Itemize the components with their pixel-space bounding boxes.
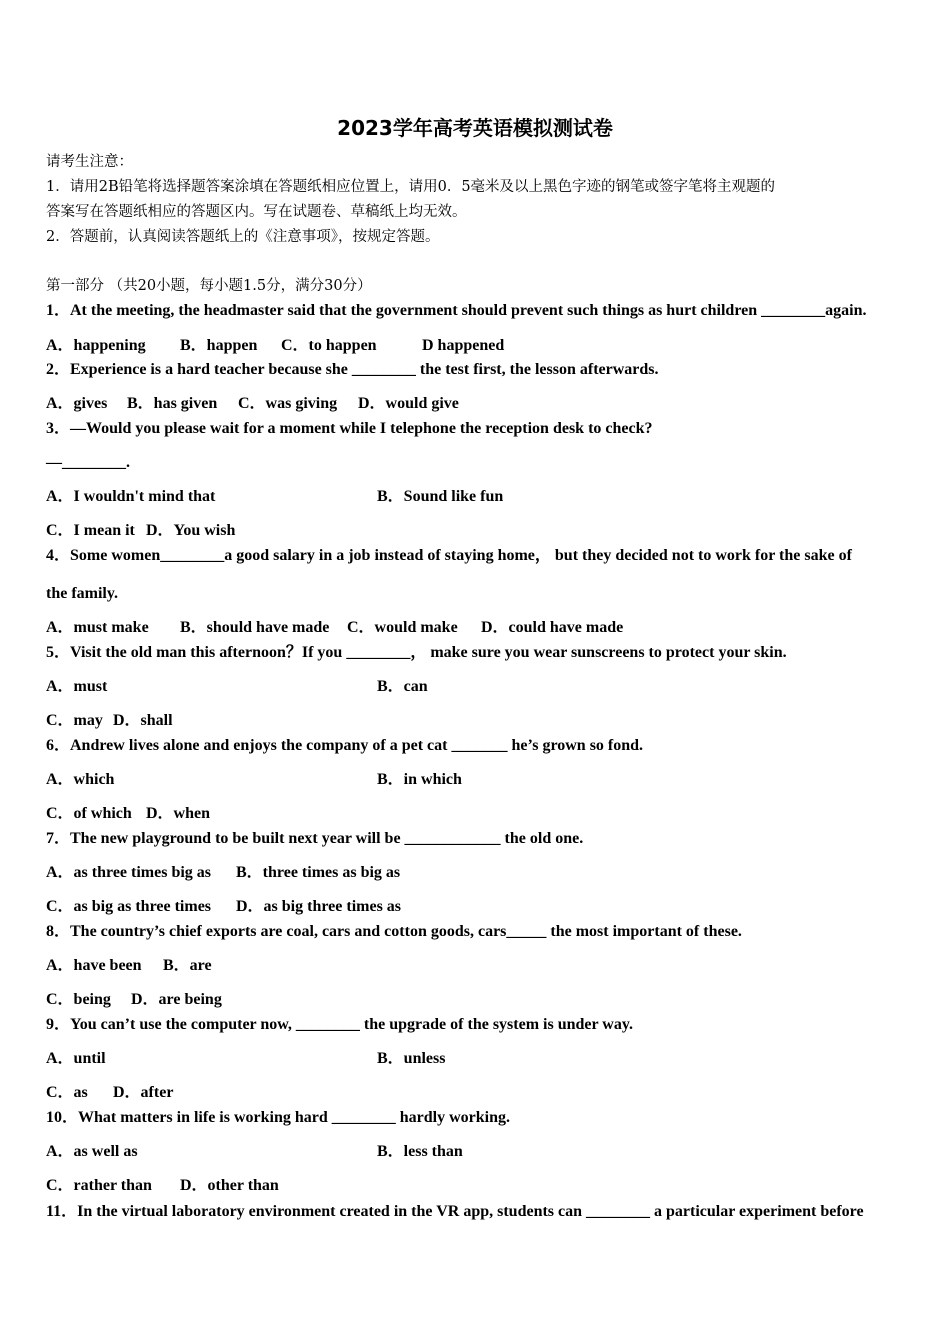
option-c: C．to happen xyxy=(281,337,377,354)
option-b: B．less than xyxy=(377,1143,463,1160)
option-d: D．shall xyxy=(113,712,173,729)
option-c: C．as xyxy=(46,1084,88,1101)
notice-line: 1．请用2B铅笔将选择题答案涂填在答题纸相应位置上，请用0．5毫米及以上黑色字迹的钢笔或签字笔将主观题的 xyxy=(46,179,776,195)
option-d: D．as big three times as xyxy=(236,898,402,915)
option-a: A．gives xyxy=(46,395,108,412)
page-title: 2023学年高考英语模拟测试卷 xyxy=(337,116,613,140)
option-d: D．are being xyxy=(131,991,222,1008)
question-stem: 8．The country’s chief exports are coal, cars and cotton goods, cars_____ the most important of these. xyxy=(46,923,742,940)
option-b: B．happen xyxy=(180,337,258,354)
question-stem: 10．What matters in life is working hard ________ hardly working. xyxy=(46,1109,511,1126)
option-c: C．rather than xyxy=(46,1177,152,1194)
option-a: A．I wouldn't mind that xyxy=(46,488,216,505)
option-c: C．as big as three times xyxy=(46,898,212,915)
option-d: D．when xyxy=(146,805,211,822)
option-a: A．happening xyxy=(46,337,146,354)
option-a: A．have been xyxy=(46,957,142,974)
option-c: C．was giving xyxy=(238,395,338,412)
option-a: A．must make xyxy=(46,619,149,636)
notice-line: 2．答题前，认真阅读答题纸上的《注意事项》，按规定答题。 xyxy=(46,229,440,245)
option-c: C．would make xyxy=(347,619,458,636)
option-b: B．are xyxy=(163,957,212,974)
option-d: D．You wish xyxy=(146,522,236,539)
option-a: A．until xyxy=(46,1050,106,1067)
option-b: B．Sound like fun xyxy=(377,488,504,505)
option-d: D happened xyxy=(422,337,505,354)
question-stem: 11．In the virtual laboratory environment created in the VR app, students can ________ a particular experiment before xyxy=(46,1203,864,1220)
question-stem: 9．You can’t use the computer now, ________ the upgrade of the system is under way. xyxy=(46,1016,633,1033)
option-c: C．of which xyxy=(46,805,132,822)
option-a: A．which xyxy=(46,771,115,788)
option-d: D．other than xyxy=(180,1177,279,1194)
option-d: D．after xyxy=(113,1084,174,1101)
option-a: A．as well as xyxy=(46,1143,138,1160)
option-d: D．would give xyxy=(358,395,459,412)
option-b: B．can xyxy=(377,678,428,695)
option-d: D．could have made xyxy=(481,619,624,636)
notice-line: 答案写在答题纸相应的答题区内。写在试题卷、草稿纸上均无效。 xyxy=(46,204,467,220)
question-stem: 6．Andrew lives alone and enjoys the company of a pet cat _______ he’s grown so fond. xyxy=(46,737,644,754)
question-stem-continued: the family. xyxy=(46,585,118,602)
question-stem-continued: —________. xyxy=(46,454,130,471)
option-c: C．I mean it xyxy=(46,522,135,539)
question-stem: 3．—Would you please wait for a moment while I telephone the reception desk to check? xyxy=(46,420,653,437)
option-b: B．should have made xyxy=(180,619,330,636)
option-b: B．has given xyxy=(127,395,218,412)
question-stem: 4．Some women________a good salary in a job instead of staying home， but they decided not to work for the sake of xyxy=(46,547,852,564)
option-a: A．as three times big as xyxy=(46,864,212,881)
question-stem: 7．The new playground to be built next year will be ____________ the old one. xyxy=(46,830,584,847)
option-b: B．in which xyxy=(377,771,462,788)
question-stem: 1．At the meeting, the headmaster said that the government should prevent such things as hurt children ________again. xyxy=(46,302,867,319)
option-b: B．three times as big as xyxy=(236,864,401,881)
option-c: C．being xyxy=(46,991,111,1008)
question-stem: 5．Visit the old man this afternoon？If you ________， make sure you wear sunscreens to protect your skin. xyxy=(46,644,787,661)
section-heading: 第一部分 （共20小题，每小题1.5分，满分30分） xyxy=(46,278,372,294)
option-b: B．unless xyxy=(377,1050,446,1067)
option-a: A．must xyxy=(46,678,108,695)
question-stem: 2．Experience is a hard teacher because she ________ the test first, the lesson afterwards. xyxy=(46,361,659,378)
notice-heading: 请考生注意： xyxy=(46,154,133,170)
option-c: C．may xyxy=(46,712,103,729)
